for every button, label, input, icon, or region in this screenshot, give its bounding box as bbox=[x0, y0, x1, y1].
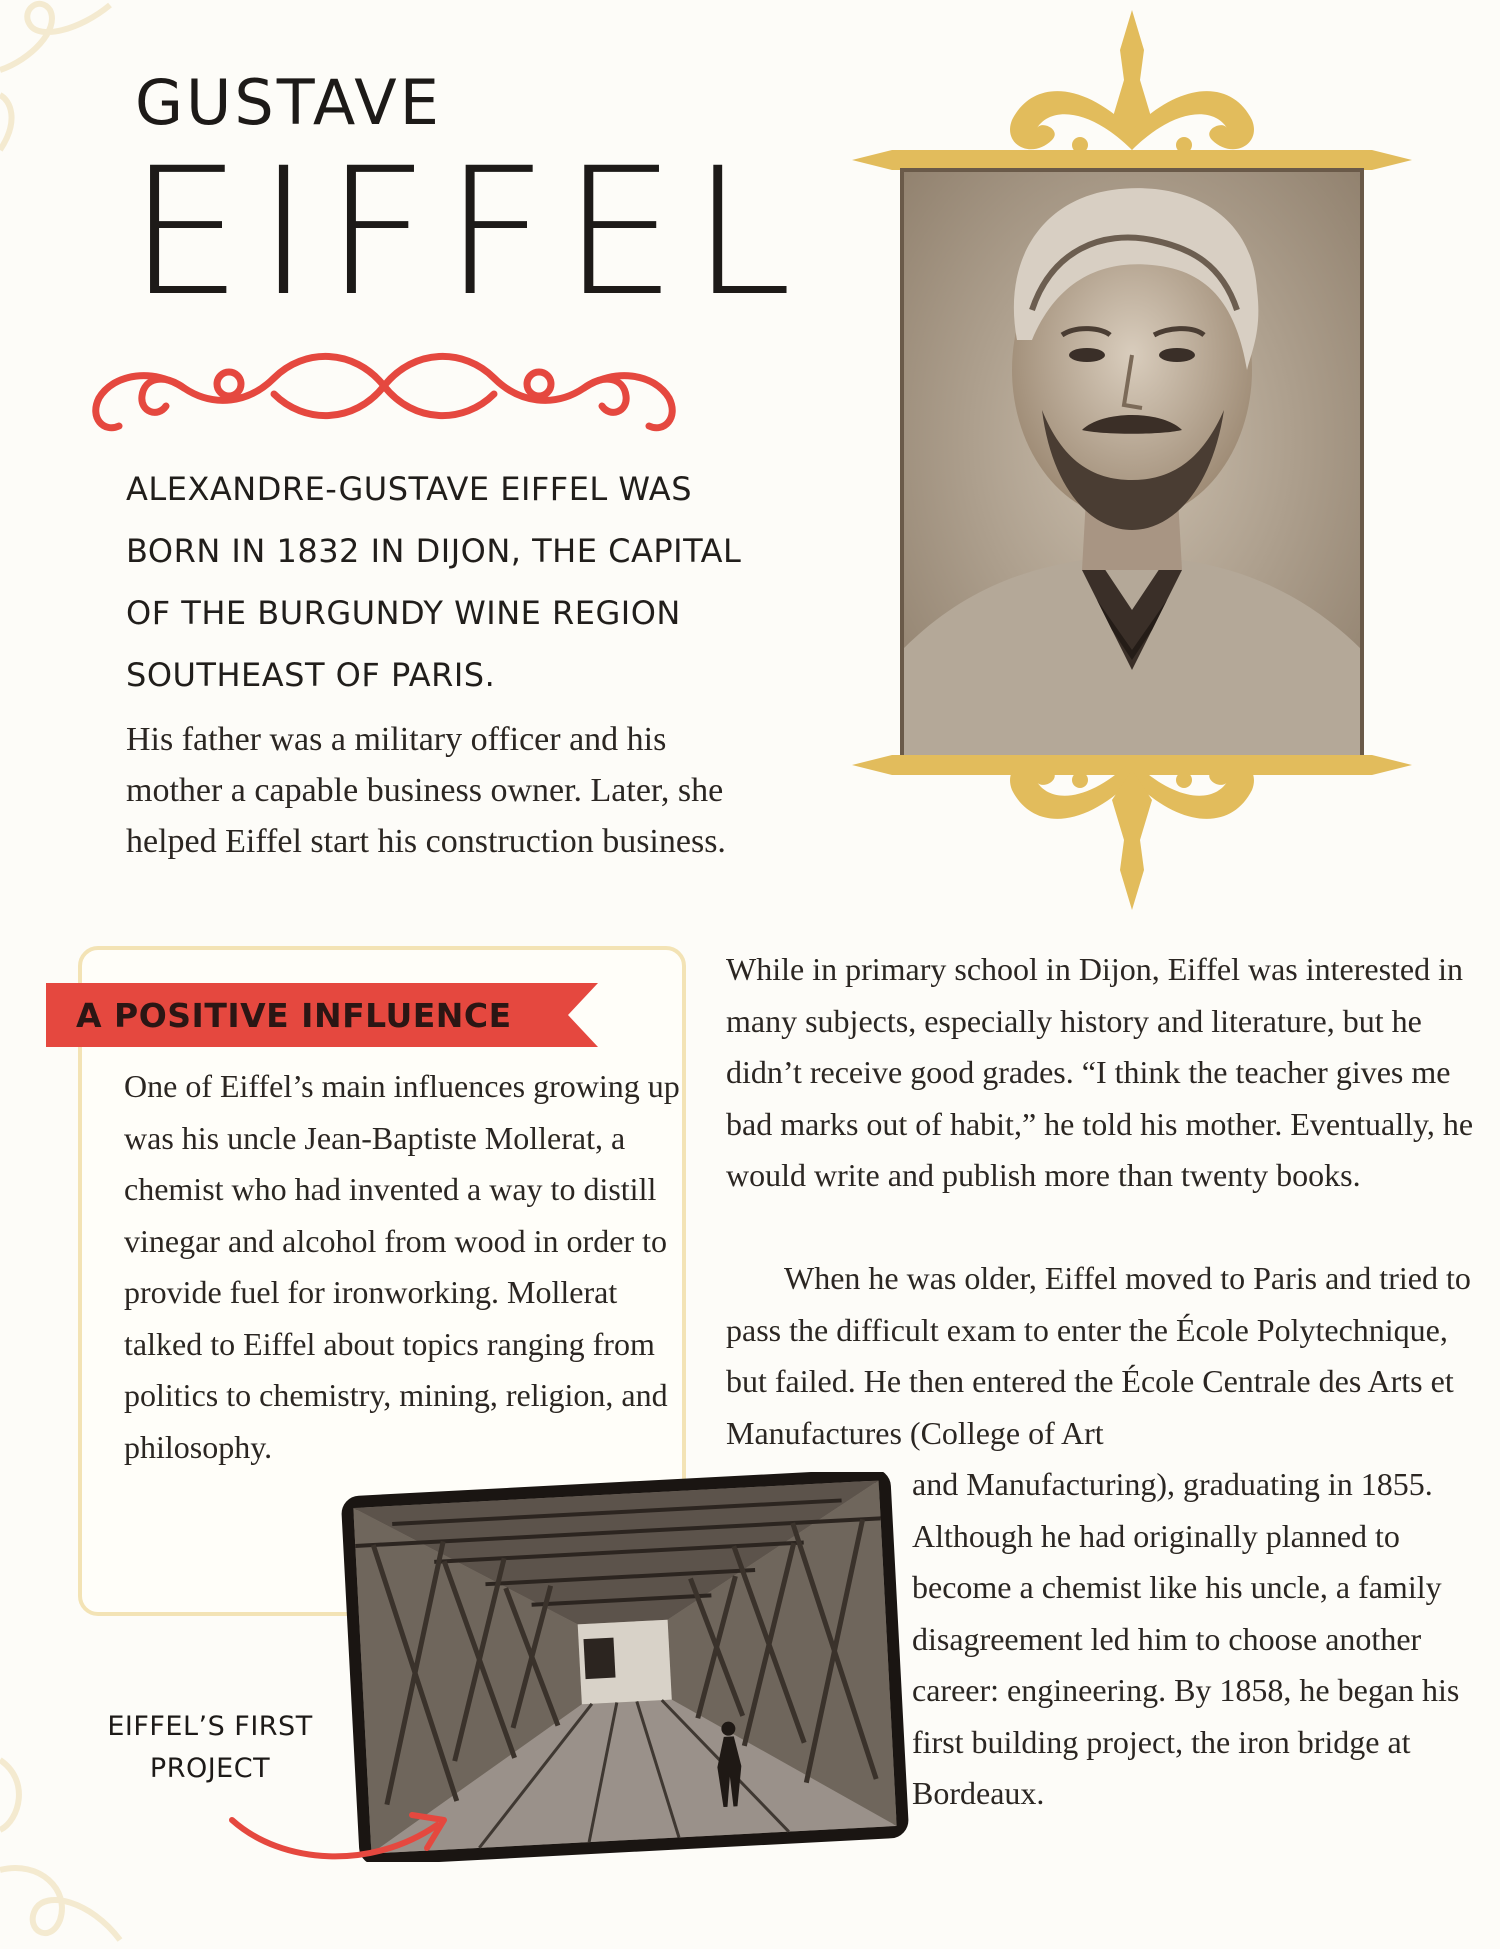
photo-caption-line-2: PROJECT bbox=[149, 1753, 271, 1784]
intro-caps-paragraph: ALEXANDRE-GUSTAVE EIFFEL WAS BORN IN 1832 IN DIJON, THE CAPITAL OF THE BURGUNDY WINE REGION SOUTHEAST OF PARIS. bbox=[126, 470, 742, 694]
photo-caption bbox=[70, 1706, 350, 1790]
swirl-ornament-red bbox=[54, 338, 714, 434]
main-paragraph-3: and Manufacturing), graduating in 1855. Although he had originally planned to become a chemist like his uncle, a family disagreement led him to choose another career: engineering. By 1858, he began his first building project, the iron bridge at Bordeaux. bbox=[912, 1466, 1460, 1811]
title-last-name: EIFFEL bbox=[128, 130, 807, 335]
intro-body-paragraph: His father was a military officer and his mother a capable business owner. Later, she helped Eiffel start his construction business. bbox=[126, 721, 726, 860]
main-paragraph-1: While in primary school in Dijon, Eiffel was interested in many subjects, especially history and literature, but he didn’t receive good grades. “I think the teacher gives me bad marks out of habit,” he told his mother. Eventually, he would write and publish more than twenty books. bbox=[726, 951, 1474, 1193]
main-paragraph-2: When he was older, Eiffel moved to Paris and tried to pass the difficult exam to enter the École Polytechnique, but failed. He then entered the École Centrale des Arts et Manufactures (College of Art bbox=[726, 1260, 1471, 1451]
photo-caption-line-1: EIFFEL’S FIRST bbox=[107, 1711, 313, 1742]
title-first-name: GUSTAVE bbox=[135, 66, 442, 139]
arrow-icon bbox=[222, 1780, 472, 1890]
sidebar-heading: A POSITIVE INFLUENCE bbox=[76, 996, 512, 1035]
portrait-image bbox=[852, 10, 1412, 910]
sidebar-paragraph: One of Eiffel’s main influences growing up was his uncle Jean-Baptiste Mollerat, a chemist who had invented a way to distill vinegar and alcohol from wood in order to provide fuel for ironworking. Mollerat talked to Eiffel about topics ranging from politics to chemistry, mining, religion, and philosophy. bbox=[124, 1068, 680, 1465]
